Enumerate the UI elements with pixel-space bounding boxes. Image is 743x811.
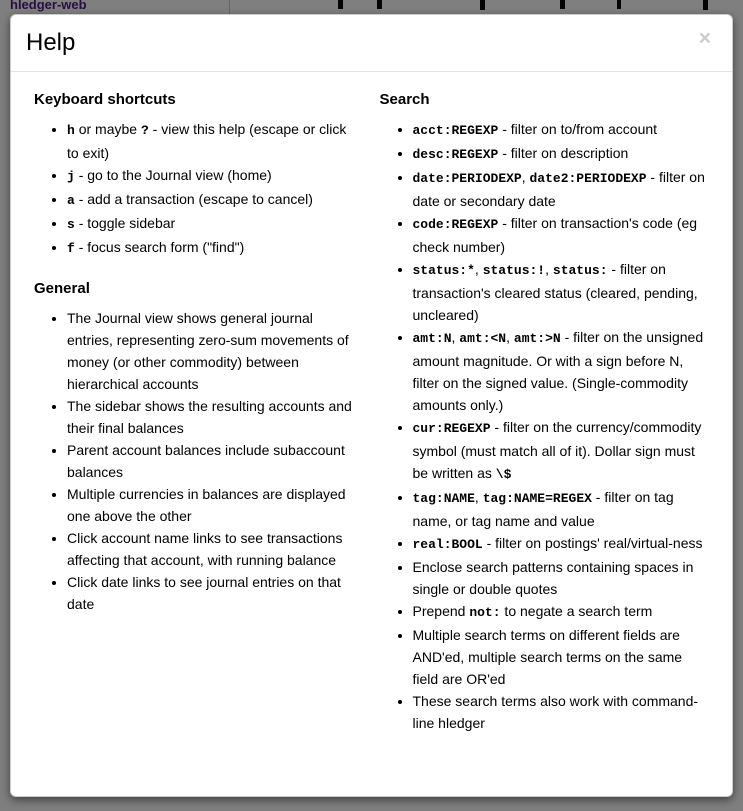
code-term: h bbox=[67, 123, 75, 138]
list-item: • code:REGEXP - filter on transaction's code (eg check number) bbox=[413, 212, 708, 258]
code-term: s bbox=[67, 217, 75, 232]
code-term: not: bbox=[469, 605, 501, 620]
list-item: • Prepend not: to negate a search term bbox=[413, 600, 708, 624]
list-item: • Multiple search terms on different fields are AND'ed, multiple search terms on the same field are OR'ed bbox=[413, 624, 708, 690]
code-term: desc:REGEXP bbox=[412, 147, 499, 162]
list-item: • h or maybe ? - view this help (escape or click to exit) bbox=[67, 118, 362, 164]
list-item: • f - focus search form ("find") bbox=[67, 236, 362, 260]
code-term: \$ bbox=[495, 467, 512, 482]
list-item: • Click account name links to see transactions affecting that account, with running balance bbox=[67, 527, 362, 571]
list-item: • s - toggle sidebar bbox=[67, 212, 362, 236]
code-term: tag:NAME=REGEX bbox=[482, 491, 592, 506]
code-term: date2:PERIODEXP bbox=[529, 171, 647, 186]
list-item: • The Journal view shows general journal entries, representing zero-sum movements of money (or other commodity) between hierarchical accounts bbox=[67, 307, 362, 395]
section-general bbox=[34, 280, 362, 615]
section-heading: General bbox=[34, 280, 90, 297]
modal-body bbox=[11, 72, 732, 784]
list-item: • desc:REGEXP - filter on description bbox=[413, 142, 708, 166]
list-item: • Click date links to see journal entries on that date bbox=[67, 571, 362, 615]
code-term: status: bbox=[552, 263, 608, 278]
code-term: code:REGEXP bbox=[412, 217, 499, 232]
section-keyboard-shortcuts bbox=[34, 91, 362, 260]
code-term: status:! bbox=[482, 263, 546, 278]
modal-header bbox=[11, 15, 732, 72]
code-term: date:PERIODEXP bbox=[412, 171, 522, 186]
list-item: • tag:NAME, tag:NAME=REGEX - filter on tag name, or tag name and value bbox=[413, 486, 708, 532]
list-item: • These search terms also work with command-line hledger bbox=[413, 690, 708, 734]
help-modal bbox=[10, 14, 733, 797]
keyboard-shortcut-list bbox=[34, 118, 362, 260]
list-item: • status:*, status:!, status: - filter on transaction's cleared status (cleared, pending, uncleared) bbox=[413, 258, 708, 326]
list-item: • amt:N, amt:<N, amt:>N - filter on the unsigned amount magnitude. Or with a sign before N, filter on the signed value. (Single-commodity amounts only.) bbox=[413, 326, 708, 416]
close-icon[interactable]: × bbox=[693, 27, 717, 50]
section-search bbox=[380, 91, 708, 734]
general-list bbox=[34, 307, 362, 615]
list-item: • acct:REGEXP - filter on to/from account bbox=[413, 118, 708, 142]
modal-title: Help bbox=[26, 29, 76, 56]
list-item: • j - go to the Journal view (home) bbox=[67, 164, 362, 188]
list-item: • real:BOOL - filter on postings' real/virtual-ness bbox=[413, 532, 708, 556]
column-right bbox=[372, 77, 718, 744]
list-item: • The sidebar shows the resulting accounts and their final balances bbox=[67, 395, 362, 439]
code-term: j bbox=[67, 169, 75, 184]
list-item: • a - add a transaction (escape to cancel) bbox=[67, 188, 362, 212]
list-item: • Multiple currencies in balances are displayed one above the other bbox=[67, 483, 362, 527]
search-help-list bbox=[380, 118, 708, 734]
code-term: acct:REGEXP bbox=[412, 123, 499, 138]
code-term: cur:REGEXP bbox=[412, 421, 491, 436]
code-term: real:BOOL bbox=[412, 537, 483, 552]
code-term: ? bbox=[140, 123, 149, 138]
code-term: amt:<N bbox=[459, 331, 507, 346]
list-item: • cur:REGEXP - filter on the currency/commodity symbol (must match all of it). Dollar sign must be written as \$ bbox=[413, 416, 708, 486]
code-term: a bbox=[67, 193, 75, 208]
code-term: status:* bbox=[412, 263, 475, 278]
column-left bbox=[26, 77, 372, 744]
code-term: f bbox=[67, 241, 75, 256]
section-heading: Keyboard shortcuts bbox=[34, 91, 176, 108]
list-item: • Enclose search patterns containing spaces in single or double quotes bbox=[413, 556, 708, 600]
list-item: • date:PERIODEXP, date2:PERIODEXP - filter on date or secondary date bbox=[413, 166, 708, 212]
list-item: • Parent account balances include subaccount balances bbox=[67, 439, 362, 483]
code-term: amt:>N bbox=[513, 331, 561, 346]
section-heading: Search bbox=[379, 91, 430, 108]
code-term: amt:N bbox=[412, 331, 452, 346]
code-term: tag:NAME bbox=[412, 491, 475, 506]
